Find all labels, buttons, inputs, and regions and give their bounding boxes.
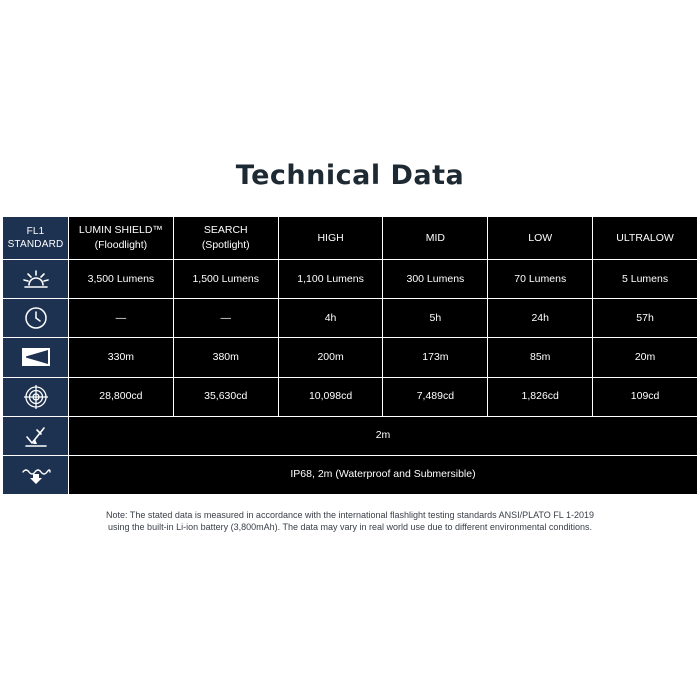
brightness-icon bbox=[3, 260, 69, 299]
table-header-row bbox=[3, 217, 698, 260]
table-cell: 35,630cd bbox=[173, 377, 278, 416]
table-cell: — bbox=[173, 299, 278, 338]
table-cell: 200m bbox=[278, 338, 383, 377]
table-row-intensity bbox=[3, 377, 698, 416]
technical-data-table bbox=[2, 216, 698, 495]
column-header-text: ULTRALOW bbox=[616, 231, 674, 244]
model-label-line-1: FL1 bbox=[26, 226, 45, 238]
model-label bbox=[3, 217, 69, 260]
column-header-text: SEARCH bbox=[203, 224, 248, 237]
column-header-low bbox=[488, 217, 593, 260]
beam-distance-icon bbox=[3, 338, 69, 377]
footnote-line-2: using the built-in Li-ion battery (3,800mAh). The data may vary in real world use due to different environmental conditions. bbox=[108, 522, 592, 532]
column-header-subtext: (Floodlight) bbox=[94, 239, 148, 252]
table-cell: 173m bbox=[383, 338, 488, 377]
table-cell: 57h bbox=[593, 299, 698, 338]
table-cell: 20m bbox=[593, 338, 698, 377]
waterproof-icon bbox=[3, 455, 69, 494]
column-header-ultralow bbox=[593, 217, 698, 260]
table-cell: 1,500 Lumens bbox=[173, 260, 278, 299]
footnote-line-1: Note: The stated data is measured in accordance with the international flashlight testing standards ANSI/PLATO FL 1-2019 bbox=[106, 510, 594, 520]
page-title: Technical Data bbox=[235, 160, 465, 191]
table-cell: 1,826cd bbox=[488, 377, 593, 416]
table-cell-impact-resistance: 2m bbox=[69, 416, 698, 455]
column-header-high bbox=[278, 217, 383, 260]
column-header-text: MID bbox=[425, 231, 446, 244]
column-header-text: LOW bbox=[528, 231, 553, 244]
target-icon bbox=[3, 377, 69, 416]
table-row-beam-distance bbox=[3, 338, 698, 377]
table-cell: 70 Lumens bbox=[488, 260, 593, 299]
table-cell: 300 Lumens bbox=[383, 260, 488, 299]
column-header-text: HIGH bbox=[317, 231, 344, 244]
table-row-impact-resistance bbox=[3, 416, 698, 455]
table-row-waterproof bbox=[3, 455, 698, 494]
table-cell: — bbox=[69, 299, 174, 338]
table-cell: 1,100 Lumens bbox=[278, 260, 383, 299]
table-cell: 7,489cd bbox=[383, 377, 488, 416]
column-header-subtext: (Spotlight) bbox=[201, 239, 250, 252]
impact-resistance-icon bbox=[3, 416, 69, 455]
table-cell: 5h bbox=[383, 299, 488, 338]
table-cell: 330m bbox=[69, 338, 174, 377]
table-cell: 109cd bbox=[593, 377, 698, 416]
table-cell: 28,800cd bbox=[69, 377, 174, 416]
model-label-line-2: STANDARD bbox=[7, 239, 64, 251]
table-cell: 4h bbox=[278, 299, 383, 338]
column-header-text: LUMIN SHIELD™ bbox=[78, 224, 163, 237]
footnote bbox=[0, 509, 700, 533]
table-cell: 85m bbox=[488, 338, 593, 377]
table-cell-waterproof: IP68, 2m (Waterproof and Submersible) bbox=[69, 455, 698, 494]
table-row-runtime bbox=[3, 299, 698, 338]
table-cell: 24h bbox=[488, 299, 593, 338]
column-header-search bbox=[173, 217, 278, 260]
clock-icon bbox=[3, 299, 69, 338]
table-cell: 5 Lumens bbox=[593, 260, 698, 299]
table-cell: 380m bbox=[173, 338, 278, 377]
column-header-mid bbox=[383, 217, 488, 260]
table-row-output bbox=[3, 260, 698, 299]
column-header-lumin-shield bbox=[69, 217, 174, 260]
table-cell: 10,098cd bbox=[278, 377, 383, 416]
table-cell: 3,500 Lumens bbox=[69, 260, 174, 299]
